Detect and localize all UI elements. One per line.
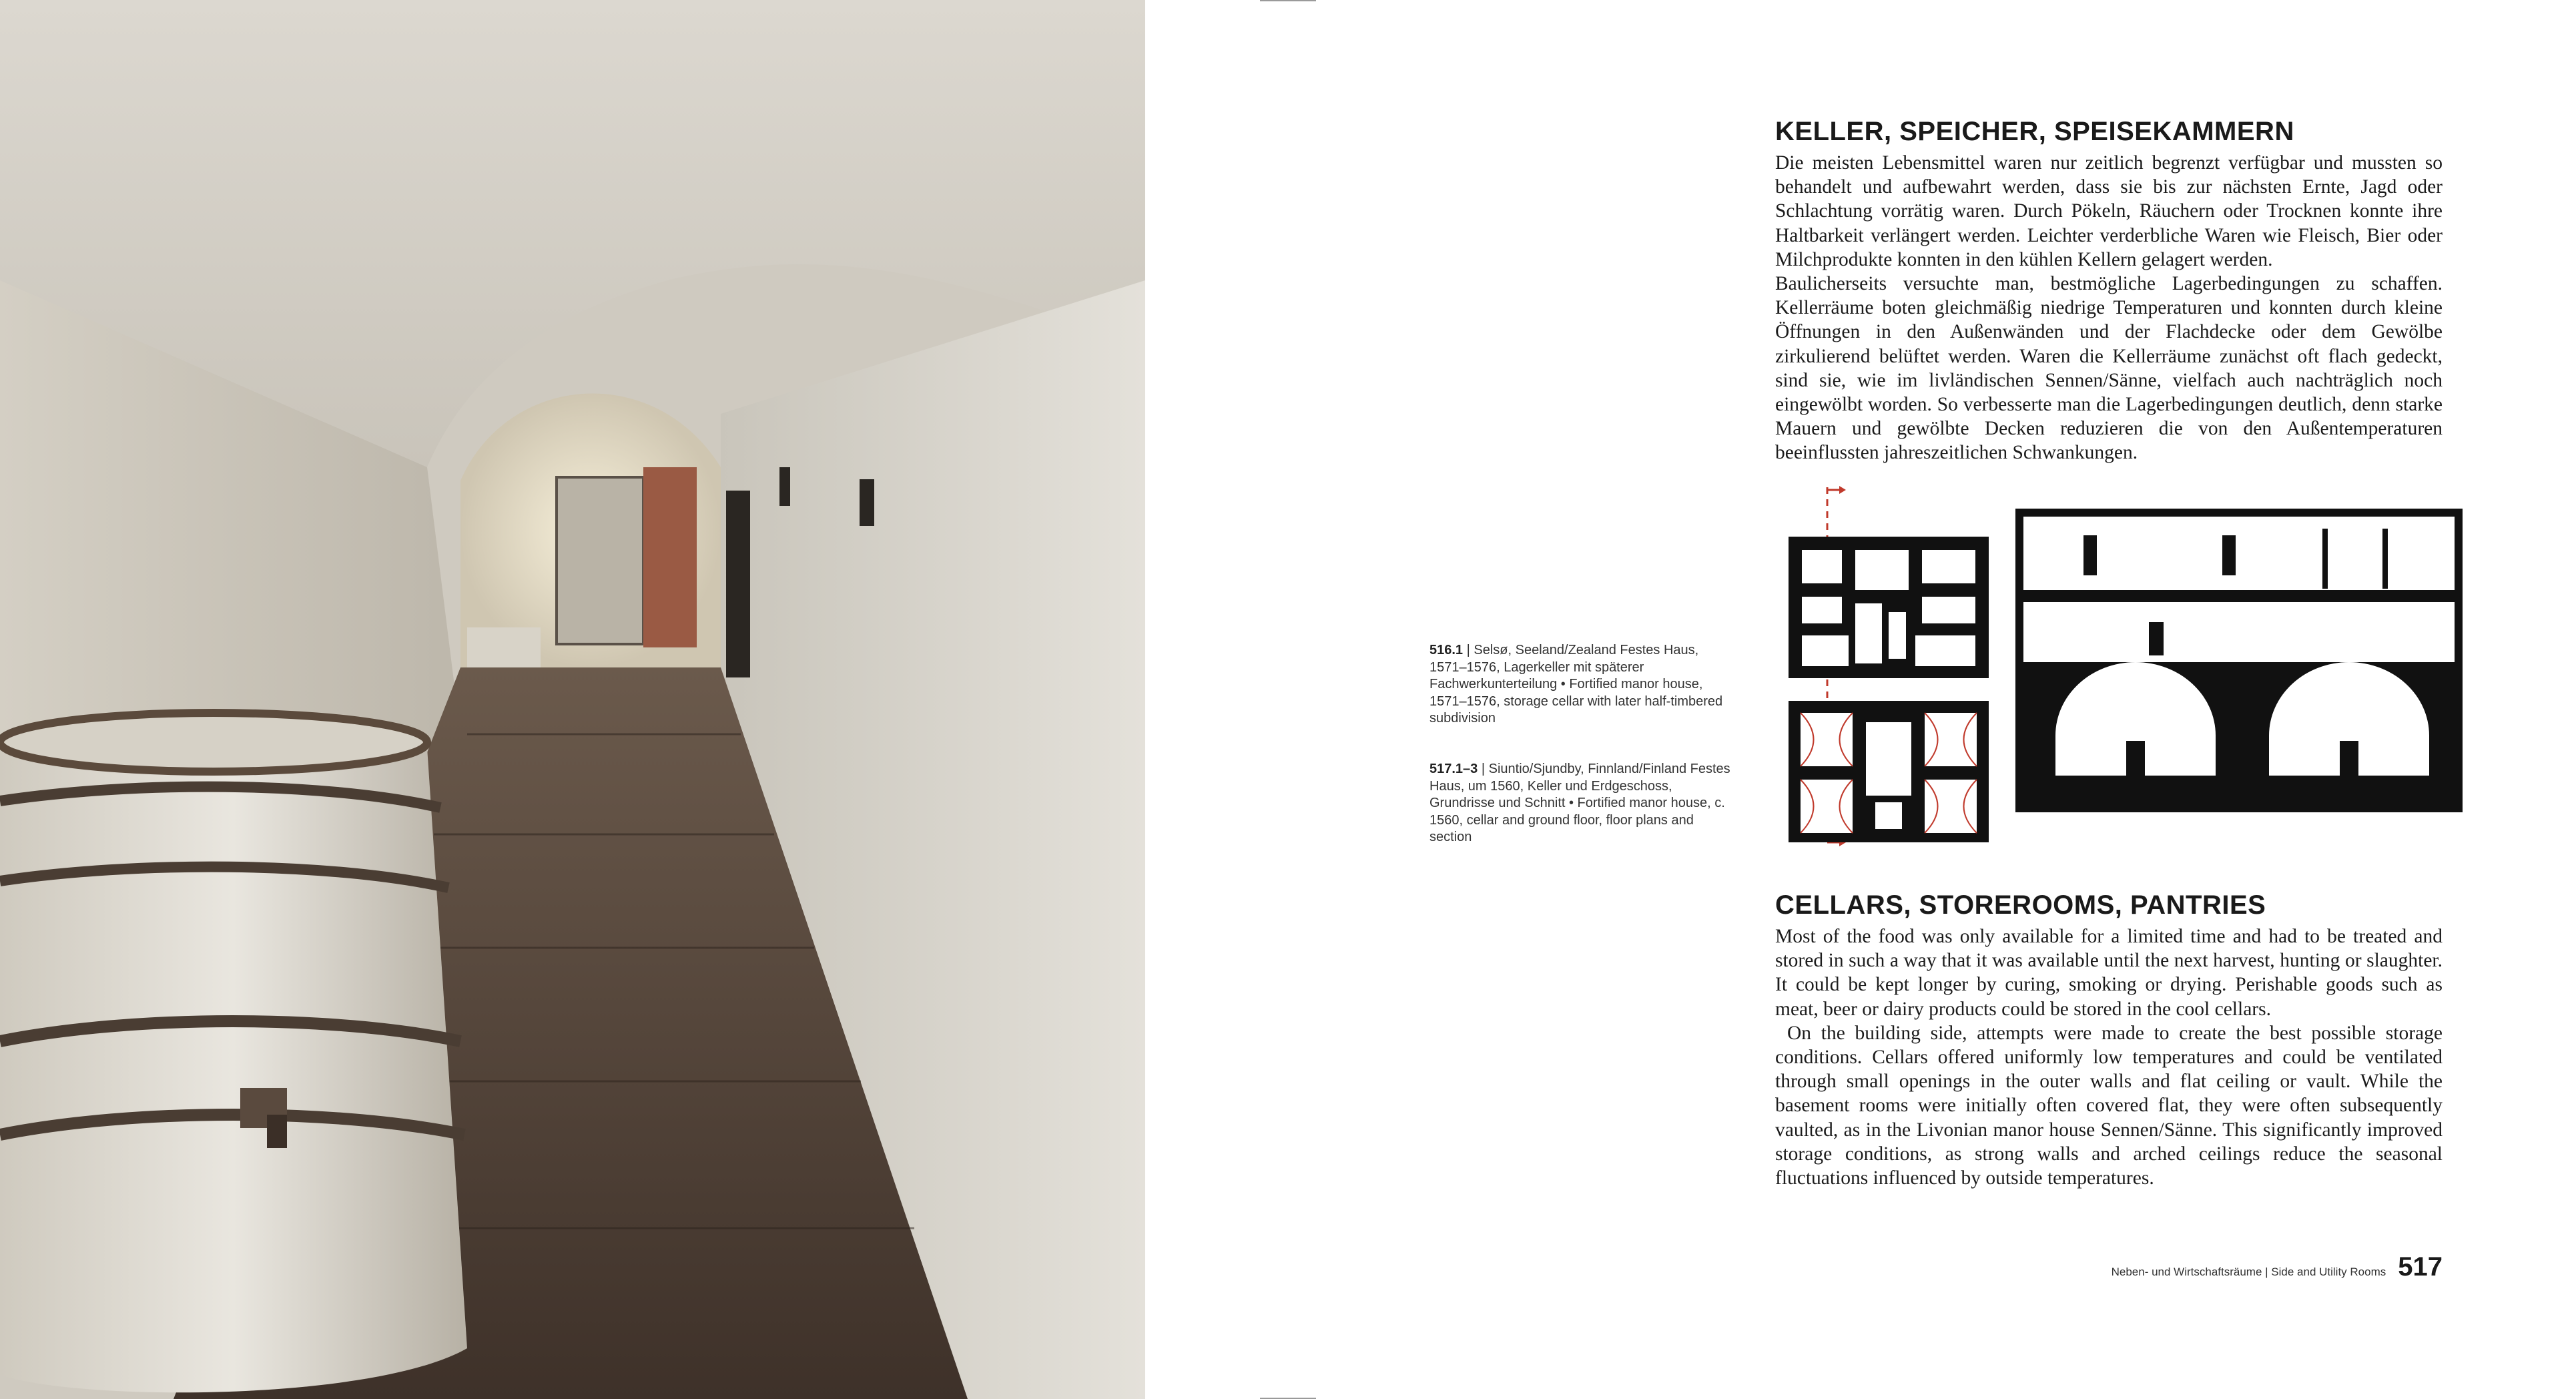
- caption-text: | Selsø, Seeland/Zealand Festes Haus, 1571–1576, Lagerkeller mit späterer Fachwerkunterteilung • Fortified manor house, 1571–1576, storage cellar with later half-timbered subdivision: [1429, 643, 1723, 726]
- body-german-paragraph-1: Die meisten Lebensmittel waren nur zeitlich begrenzt verfügbar und mussten so behandelt und aufbewahrt werden, dass sie bis zur nächsten Ernte, Jagd oder Schlachtung vorrätig waren. Durch Pökeln, Räuchern oder Trocknen konnte ihre Haltbarkeit verlängert werden. Leichter verderbliche Waren wie Fleisch, Bier oder Milchprodukte konnten in den kühlen Kellern gelagert werden.: [1775, 152, 2443, 270]
- caption-number: 517.1–3: [1429, 762, 1478, 776]
- running-footer-label: Neben- und Wirtschaftsräume | Side and Utility Rooms: [2111, 1266, 2386, 1278]
- heading-german: KELLER, SPEICHER, SPEISEKAMMERN: [1775, 117, 2294, 146]
- heading-english: CELLARS, STOREROOMS, PANTRIES: [1775, 890, 2266, 920]
- caption-text: | Siuntio/Sjundby, Finnland/Finland Festes Haus, um 1560, Keller und Erdgeschoss, Grundrisse und Schnitt • Fortified manor house, c. 1560, cellar and ground floor, floor plans and section: [1429, 762, 1730, 844]
- ground-floor-plan: [1789, 537, 1989, 678]
- architectural-drawing: [1775, 475, 2469, 849]
- caption-516-1: [1429, 642, 1736, 728]
- photo-illustration: [0, 0, 1145, 1399]
- body-german: [1775, 151, 2443, 465]
- cellar-corridor-photo: [0, 0, 1145, 1399]
- caption-number: 516.1: [1429, 643, 1464, 657]
- body-english-paragraph-1: Most of the food was only available for a limited time and had to be treated and stored in such a way that it was available until the next harvest, hunting or slaughter. It could be kept longer by curing, smoking or drying. Perishable goods such as meat, beer or dairy products could be stored in the cool cellars.: [1775, 926, 2443, 1020]
- body-english: [1775, 924, 2443, 1190]
- caption-517-1-3: [1429, 761, 1736, 846]
- floor-plans-and-section: [1775, 475, 2469, 849]
- trim-mark-top: [1260, 0, 1316, 1]
- page-footer: [2112, 1252, 2443, 1282]
- page-number: 517: [2398, 1252, 2443, 1282]
- cellar-plan: [1789, 701, 1989, 842]
- section-marker-arrowhead-top: [1839, 486, 1846, 494]
- building-section: [2015, 509, 2463, 812]
- body-german-paragraph-2: Baulicherseits versuchte man, bestmögliche Lagerbedingungen zu schaffen. Kellerräume boten gleichmäßig niedrige Temperaturen und konnten durch kleine Öffnungen in den Außenwänden und der Flachdecke oder dem Gewölbe zirkulierend belüftet werden. Waren die Kellerräume zunächst oft flach gedeckt, sind sie, wie im livländischen Sennen/Sänne, vielfach auch nachträglich noch eingewölbt worden. So verbesserte man die Lagerbedingungen deutlich, denn starke Mauern und gewölbte Decken reduzieren die von den Außentemperaturen beeinflussten jahreszeitlichen Schwankungen.: [1775, 273, 2443, 464]
- body-english-paragraph-2: On the building side, attempts were made to create the best possible storage conditions. Cellars offered uniformly low temperatures and could be ventilated through small openings in the outer walls and flat ceiling or vault. While the basement rooms were initially often covered flat, they were often subsequently vaulted, as in the Livonian manor house Sennen/Sänne. This significantly improved storage conditions, as strong walls and arched ceilings reduce the seasonal fluctuations influenced by outside temperatures.: [1775, 1022, 2443, 1189]
